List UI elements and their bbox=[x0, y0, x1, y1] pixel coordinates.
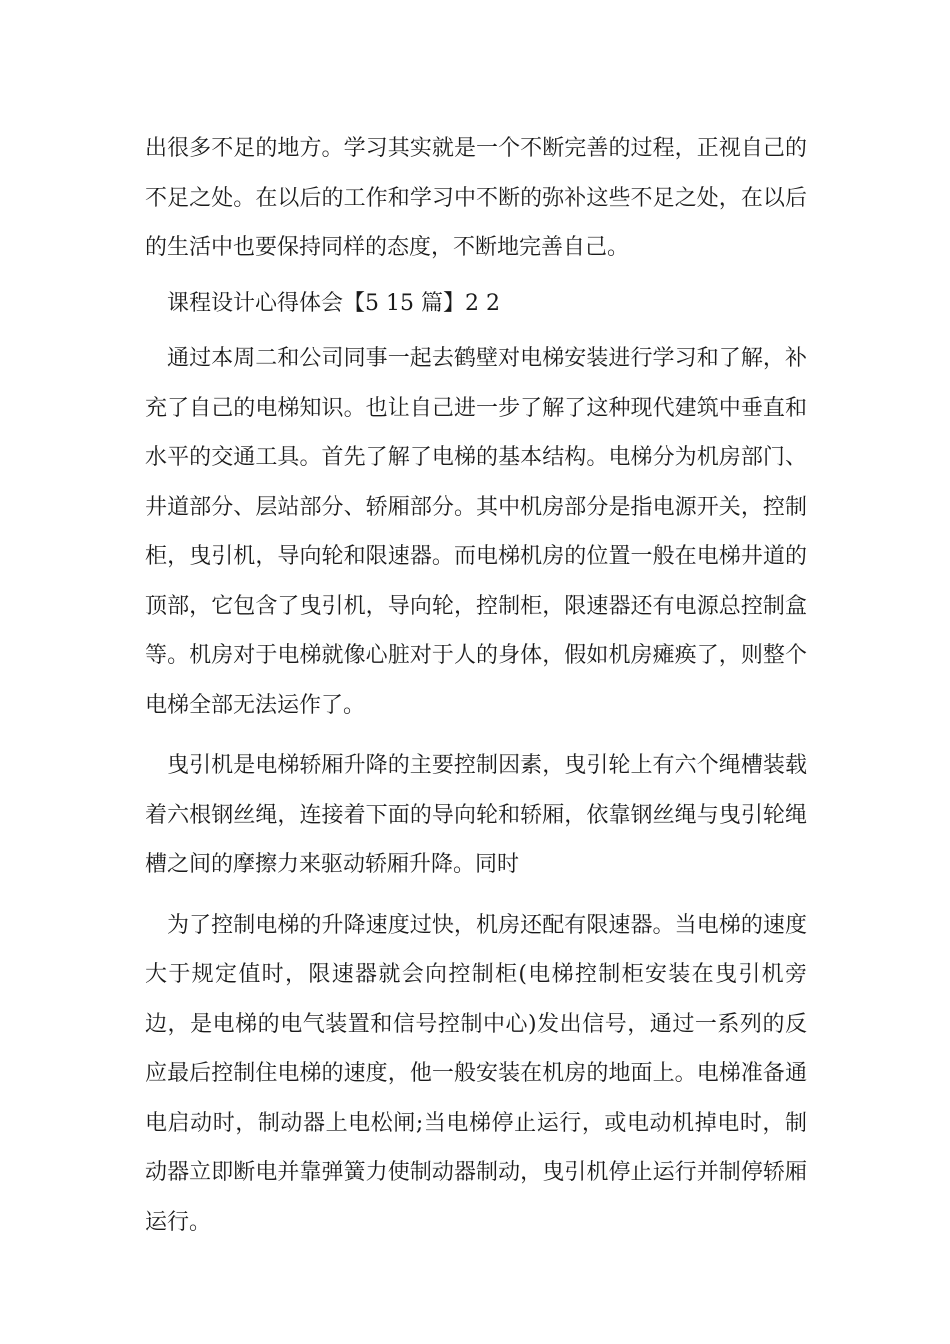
section-heading: 课程设计心得体会【5 15 篇】2 2 bbox=[167, 290, 500, 316]
paragraph-continuation: 出很多不足的地方。学习其实就是一个不断完善的过程，正视自己的不足之处。在以后的工作和学习中不断的弥补这些不足之处，在以后的生活中也要保持同样的态度，不断地完善自己。 bbox=[145, 136, 807, 260]
paragraph-speed-governor: 为了控制电梯的升降速度过快，机房还配有限速器。当电梯的速度大于规定值时，限速器就会向控制柜(电梯控制柜安装在曳引机旁边，是电梯的电气装置和信号控制中心)发出信号，通过一系列的反应最后控制住电梯的速度，他一般安装在机房的地面上。电梯准备通电启动时，制动器上电松闸;当电梯停止运行，或电动机掉电时，制动器立即断电并靠弹簧力使制动器制动，曳引机停止运行并制停轿厢运行。 bbox=[145, 912, 807, 1235]
paragraph-elevator-structure: 通过本周二和公司同事一起去鹤壁对电梯安装进行学习和了解，补充了自己的电梯知识。也让自己进一步了解了这种现代建筑中垂直和水平的交通工具。首先了解了电梯的基本结构。电梯分为机房部门、井道部分、层站部分、轿厢部分。其中机房部分是指电源开关，控制柜，曳引机，导向轮和限速器。而电梯机房的位置一般在电梯井道的顶部，它包含了曳引机，导向轮，控制柜，限速器还有电源总控制盒等。机房对于电梯就像心脏对于人的身体，假如机房瘫痪了，则整个电梯全部无法运作了。 bbox=[145, 346, 807, 718]
paragraph-traction-machine: 曳引机是电梯轿厢升降的主要控制因素，曳引轮上有六个绳槽装载着六根钢丝绳，连接着下面的导向轮和轿厢，依靠钢丝绳与曳引轮绳槽之间的摩擦力来驱动轿厢升降。同时 bbox=[145, 753, 807, 877]
document-body bbox=[145, 124, 807, 1247]
